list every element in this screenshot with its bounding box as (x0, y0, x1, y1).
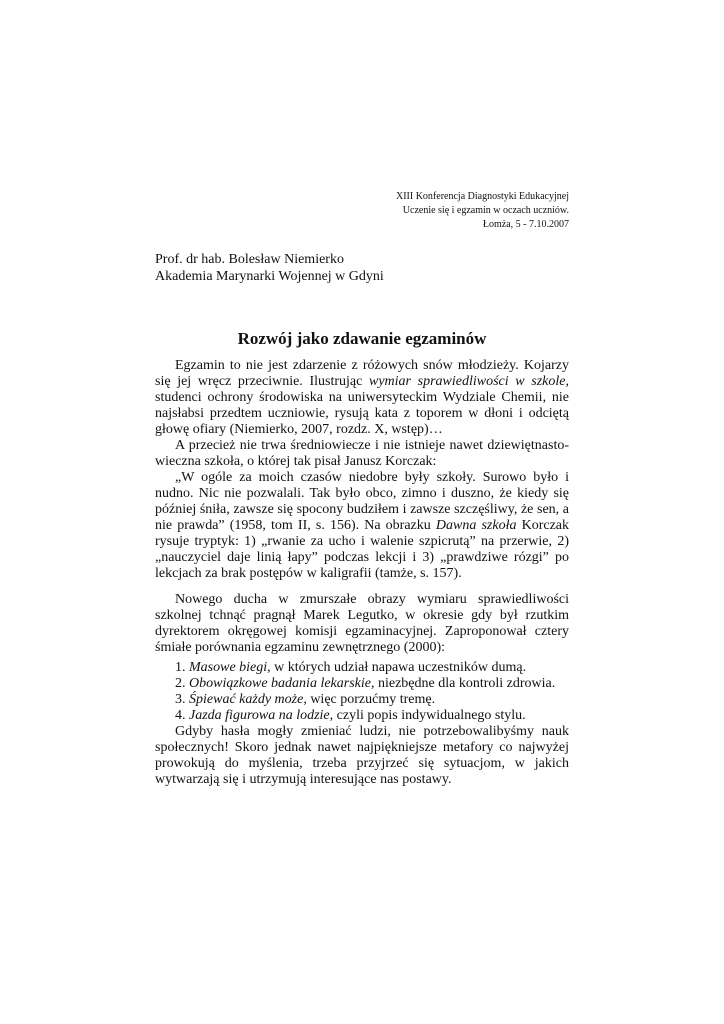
paragraph-4: Nowego ducha w zmurszałe obrazy wymiaru sprawiedliwości szkolnej tchnąć pragnął Marek Legutko, w okresie gdy był rzutkim dyrektorem okręgowej komisji egzaminacyjnej. Zaproponował cztery śmiałe porównania egzaminu zewnętrznego (2000): (155, 592, 569, 655)
paragraph-1-text-b: , studenci ochrony środowiska na uniwersyteckim Wydziale Chemii, nie najsłabsi przedtem uczniowie, rysują kata z toporem w dłoni i odciętą głowę ofiary (Niemierko, 2007, rozdz. X, wstęp)… (155, 374, 569, 437)
article-body (155, 358, 569, 788)
paragraph-3-text-a: „W ogóle za moich czasów niedobre były szkoły. Surowo było i nudno. Nic nie pozwalali. Tak było obco, zimno i duszno, że kiedy się później śniła, zawsze się spocony budziłem i zawsze szczęśliwy, że sen, a nie prawda” (1958, tom II, s. 156). Na obrazku (155, 470, 569, 533)
list-item (175, 692, 569, 708)
list-item-emphasis: Masowe biegi (189, 660, 268, 675)
paragraph-3-emphasis: Dawna szkoła (435, 518, 517, 533)
list-item-text: , w których udział napawa uczestników dumą. (267, 660, 527, 675)
list-item-text: , czyli popis indywidualnego stylu. (329, 708, 526, 723)
list-item (175, 708, 569, 724)
paragraph-2: A przecież nie trwa średniowiecze i nie istnieje nawet dziewiętnasto-wieczna szkoła, o której tak pisał Janusz Korczak: (155, 438, 569, 469)
list-item-number: 1. (175, 660, 189, 675)
paragraph-1-emphasis: wymiar sprawiedliwości w szkole (368, 374, 566, 389)
header-line-conference: XIII Konferencja Diagnostyki Edukacyjnej (396, 191, 569, 202)
paragraph-1-text-a: Egzamin to nie jest zdarzenie z różowych snów młodzieży. Kojarzy się jej wręcz przeciwnie. Ilustrując (155, 358, 569, 389)
author-block (155, 251, 384, 285)
paragraph-3-quote (155, 470, 569, 582)
page-title: Rozwój jako zdawanie egzaminów (237, 329, 487, 348)
author-affiliation: Akademia Marynarki Wojennej w Gdyni (155, 269, 384, 284)
header-line-topic: Uczenie się i egzamin w oczach uczniów. (402, 205, 569, 216)
list-item-emphasis: Obowiązkowe badania lekarskie (189, 676, 371, 691)
author-name: Prof. dr hab. Bolesław Niemierko (155, 252, 344, 267)
conference-header (396, 190, 569, 232)
paragraph-5: Gdyby hasła mogły zmieniać ludzi, nie potrzebowalibyśmy nauk społecznych! Skoro jednak nawet najpiękniejsze metafory co najwyżej prowokują do myślenia, trzeba przyjrzeć się sytuacjom, w jakich wytwarzają się i utrzymują interesujące nas postawy. (155, 724, 569, 787)
paragraph-3-text-b: Korczak rysuje tryptyk: 1) „rwanie za ucho i walenie szpicrutą” na przerwie, 2) „nauczyciel daje linią łapy” podczas lekcji i 3) „prawdziwe rózgi” po lekcjach za brak postępów w kaligrafii (tamże, s. 157). (155, 518, 570, 581)
list-item-number: 3. (175, 692, 189, 707)
list-item-number: 4. (175, 708, 189, 723)
list-item-emphasis: Śpiewać każdy może (189, 692, 304, 707)
header-line-place-date: Łomża, 5 - 7.10.2007 (482, 219, 569, 230)
comparison-list (155, 660, 569, 724)
list-item-text: , więc porzućmy tremę. (303, 692, 436, 707)
list-item-number: 2. (175, 676, 189, 691)
list-item (175, 660, 569, 676)
list-item-emphasis: Jazda figurowa na lodzie (189, 708, 330, 723)
list-item-text: , niezbędne dla kontroli zdrowia. (370, 676, 556, 691)
paragraph-1 (155, 358, 569, 438)
list-item (175, 676, 569, 692)
